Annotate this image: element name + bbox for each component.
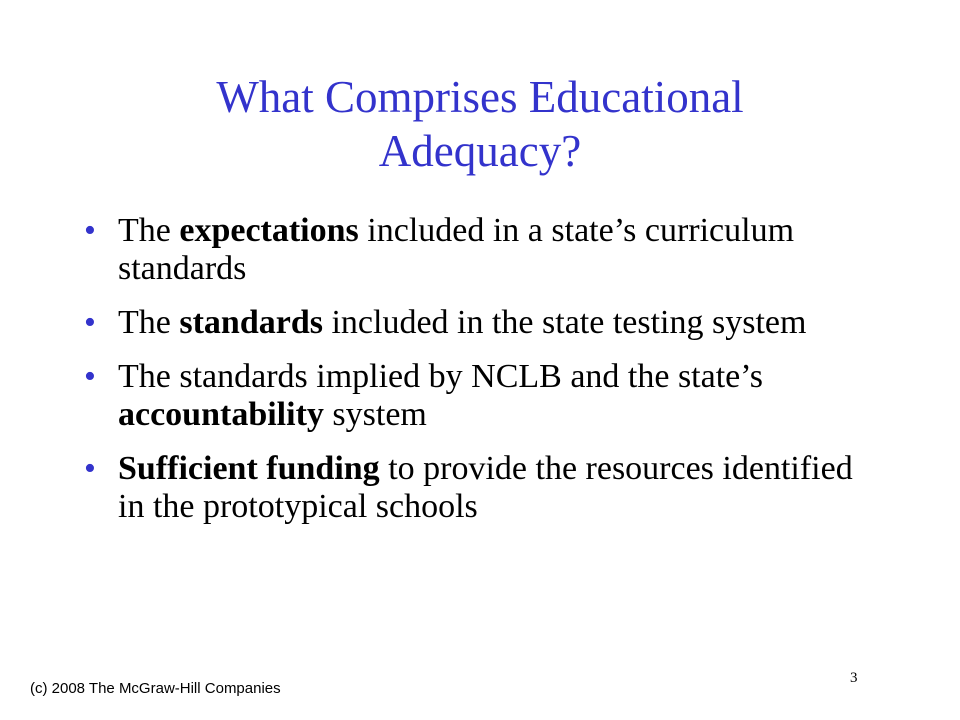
bullet-icon: • (84, 304, 96, 341)
bullet-segment: included in a state’s curriculum standards (118, 212, 795, 287)
bullet-icon: • (84, 358, 96, 395)
bullet-segment: The standards implied by NCLB and the state’s (118, 358, 763, 395)
bullet-item (84, 304, 884, 342)
bullet-text (118, 450, 853, 525)
bullet-emphasis: standards (179, 304, 323, 341)
bullet-emphasis: expectations (179, 212, 359, 249)
bullet-item (84, 450, 884, 526)
bullet-segment: to provide the resources identified in the prototypical schools (118, 450, 853, 525)
slide-title: What Comprises Educational Adequacy? (216, 72, 744, 176)
bullet-text (118, 304, 806, 341)
bullet-segment: The (118, 304, 180, 341)
bullet-segment: The (118, 212, 180, 249)
bullet-emphasis: accountability (118, 396, 324, 433)
bullet-text (118, 212, 794, 287)
bullet-item (84, 358, 884, 434)
copyright-footer: (c) 2008 The McGraw-Hill Companies (30, 680, 281, 697)
bullet-emphasis: Sufficient funding (118, 450, 380, 487)
bullet-segment: included in the state testing system (322, 304, 807, 341)
bullet-item (84, 212, 884, 288)
bullet-text (118, 358, 763, 433)
page-number: 3 (850, 670, 858, 686)
bullet-segment: system (323, 396, 427, 433)
bullet-icon: • (84, 212, 96, 249)
bullet-icon: • (84, 450, 96, 487)
bullet-list (84, 212, 884, 542)
